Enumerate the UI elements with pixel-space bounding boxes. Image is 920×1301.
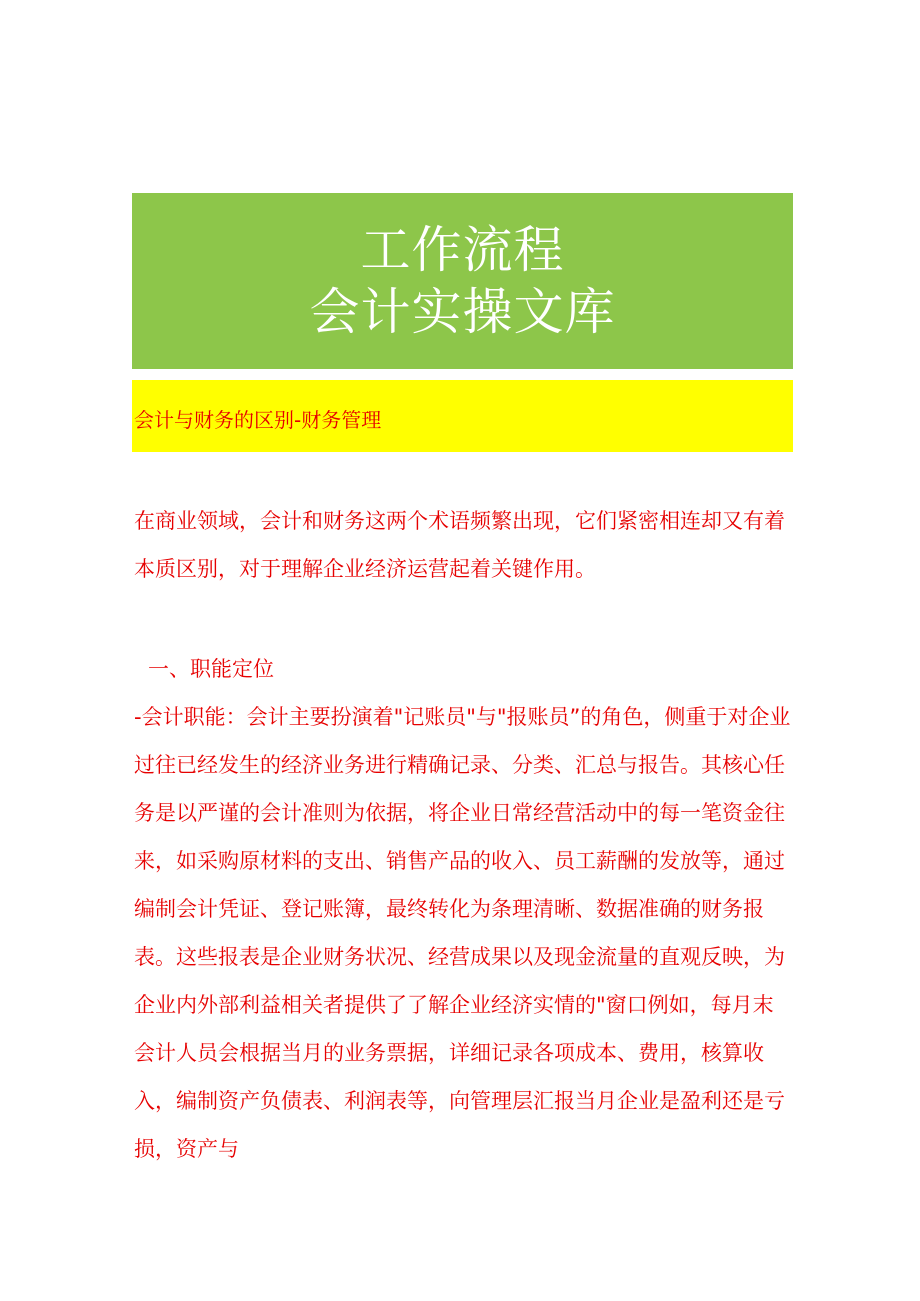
section-heading: 一、职能定位: [148, 657, 274, 681]
banner-title-line-2: 会计实操文库: [309, 283, 616, 341]
intro-paragraph: 在商业领域，会计和财务这两个术语频繁出现，它们紧密相连却又有着本质区别，对于理解企业经济运营起着关键作用。: [134, 509, 785, 581]
title-banner: [132, 193, 793, 369]
section-body-paragraph: -会计职能：会计主要扮演着"记账员"与"报账员”的角色，侧重于对企业过往已经发生的经济业务进行精确记录、分类、汇总与报告。其核心任务是以严谨的会计准则为依据，将企业日常经营活动中的每一笔资金往来，如采购原材料的支出、销售产品的收入、员工薪酬的发放等，通过编制会计凭证、登记账簿，最终转化为条理清晰、数据准确的财务报表。这些报表是企业财务状况、经营成果以及现金流量的直观反映，为企业内外部利益相关者提供了了解企业经济实情的"窗口例如，每月末会计人员会根据当月的业务票据，详细记录各项成本、费用，核算收入，编制资产负债表、利润表等，向管理层汇报当月企业是盈利还是亏损，资产与: [134, 705, 791, 1161]
document-subtitle: 会计与财务的区别-财务管理: [134, 408, 382, 432]
banner-title-line-1: 工作流程: [360, 221, 565, 279]
subtitle-bar: [132, 380, 793, 452]
